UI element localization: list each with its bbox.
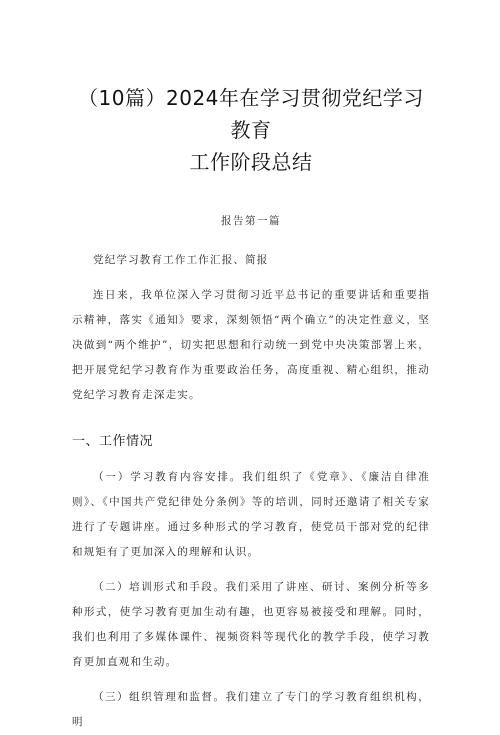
paragraph-item-3: （三）组织管理和监督。我们建立了专门的学习教育组织机构，明 (72, 691, 430, 728)
intro-paragraph: 连日来，我单位深入学习贯彻习近平总书记的重要讲话和重要指示精神，落实《通知》要求，深刻领悟“两个确立”的决定性意义，坚决做到“两个维护”，切实把思想和行动统一到党中央决策部署上来，把开展党纪学习教育作为重要政治任务，高度重视、精心组织，推动党纪学习教育走深走实。 (72, 289, 430, 401)
document-title (72, 82, 430, 178)
document-subtitle: 报告第一篇 (221, 215, 281, 227)
report-title: 党纪学习教育工作工作汇报、简报 (93, 254, 269, 266)
paragraph-item-1: （一）学习教育内容安排。我们组织了《党章》、《廉洁自律准则》、《中国共产党纪律处分条例》等的培训，同时还邀请了相关专家进行了专题讲座。通过多种形式的学习教育，使党员干部对党的纪律和规矩有了更加深入的理解和认识。 (72, 471, 430, 558)
title-line-1: （10篇）2024年在学习贯彻党纪学习教育 (78, 86, 424, 142)
title-line-2: 工作阶段总结 (189, 150, 313, 174)
paragraph-item-2: （二）培训形式和手段。我们采用了讲座、研讨、案例分析等多种形式，使学习教育更加生动有趣，也更容易被接受和理解。同时，我们也利用了多媒体课件、视频资料等现代化的教学手段，使学习教育更加直观和生动。 (72, 581, 430, 668)
section-heading: 一、工作情况 (72, 434, 154, 449)
